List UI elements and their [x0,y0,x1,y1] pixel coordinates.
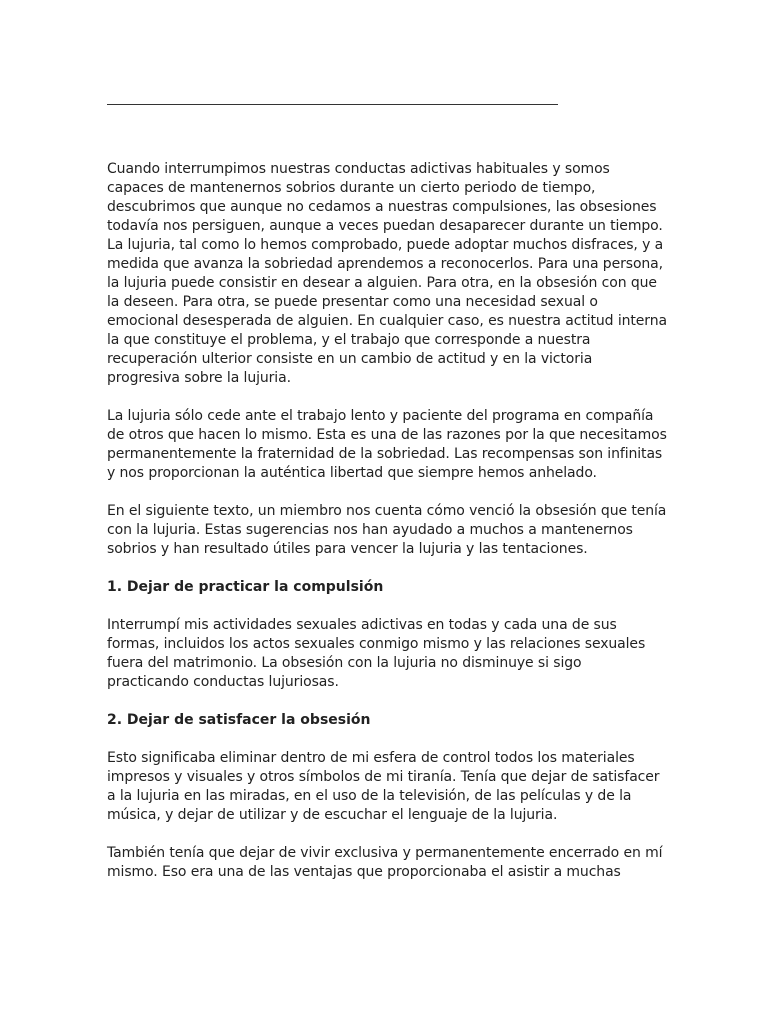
horizontal-rule [107,104,558,105]
paragraph-intro-2: La lujuria sólo cede ante el trabajo lento y paciente del programa en compañía de otros que hacen lo mismo. Esta es una de las razones por la que necesitamos permanentemente la fraternidad de la sobriedad. Las recompensas son infinitas y nos proporcionan la auténtica libertad que siempre hemos anhelado. [107,408,667,481]
section-2-paragraph-2: También tenía que dejar de vivir exclusiva y permanentemente encerrado en mí mismo. Eso era una de las ventajas que proporcionaba el asistir a muchas [107,845,663,880]
section-2-paragraph-1: Esto significaba eliminar dentro de mi esfera de control todos los materiales impresos y visuales y otros símbolos de mi tiranía. Tenía que dejar de satisfacer a la lujuria en las miradas, en el uso de la televisión, de las películas y de la música, y dejar de utilizar y de escuchar el lenguaje de la lujuria. [107,750,660,823]
section-1-paragraph-1: Interrumpí mis actividades sexuales adictivas en todas y cada una de sus formas, incluidos los actos sexuales conmigo mismo y las relaciones sexuales fuera del matrimonio. La obsesión con la lujuria no disminuye si sigo practicando conductas lujuriosas. [107,617,646,690]
document-body [107,160,667,901]
paragraph-intro-1: Cuando interrumpimos nuestras conductas adictivas habituales y somos capaces de mantenernos sobrios durante un cierto periodo de tiempo, descubrimos que aunque no cedamos a nuestras compulsiones, las obsesiones todavía nos persiguen, aunque a veces puedan desaparecer durante un tiempo. La lujuria, tal como lo hemos comprobado, puede adoptar muchos disfraces, y a medida que avanza la sobriedad aprendemos a reconocerlos. Para una persona, la lujuria puede consistir en desear a alguien. Para otra, en la obsesión con que la deseen. Para otra, se puede presentar como una necesidad sexual o emocional desesperada de alguien. En cualquier caso, es nuestra actitud interna la que constituye el problema, y el trabajo que corresponde a nuestra recuperación ulterior consiste en un cambio de actitud y en la victoria progresiva sobre la lujuria. [107,161,667,386]
paragraph-intro-3: En el siguiente texto, un miembro nos cuenta cómo venció la obsesión que tenía con la lujuria. Estas sugerencias nos han ayudado a muchos a mantenernos sobrios y han resultado útiles para vencer la lujuria y las tentaciones. [107,503,667,557]
section-heading-2: 2. Dejar de satisfacer la obsesión [107,712,371,728]
section-heading-1: 1. Dejar de practicar la compulsión [107,579,384,595]
